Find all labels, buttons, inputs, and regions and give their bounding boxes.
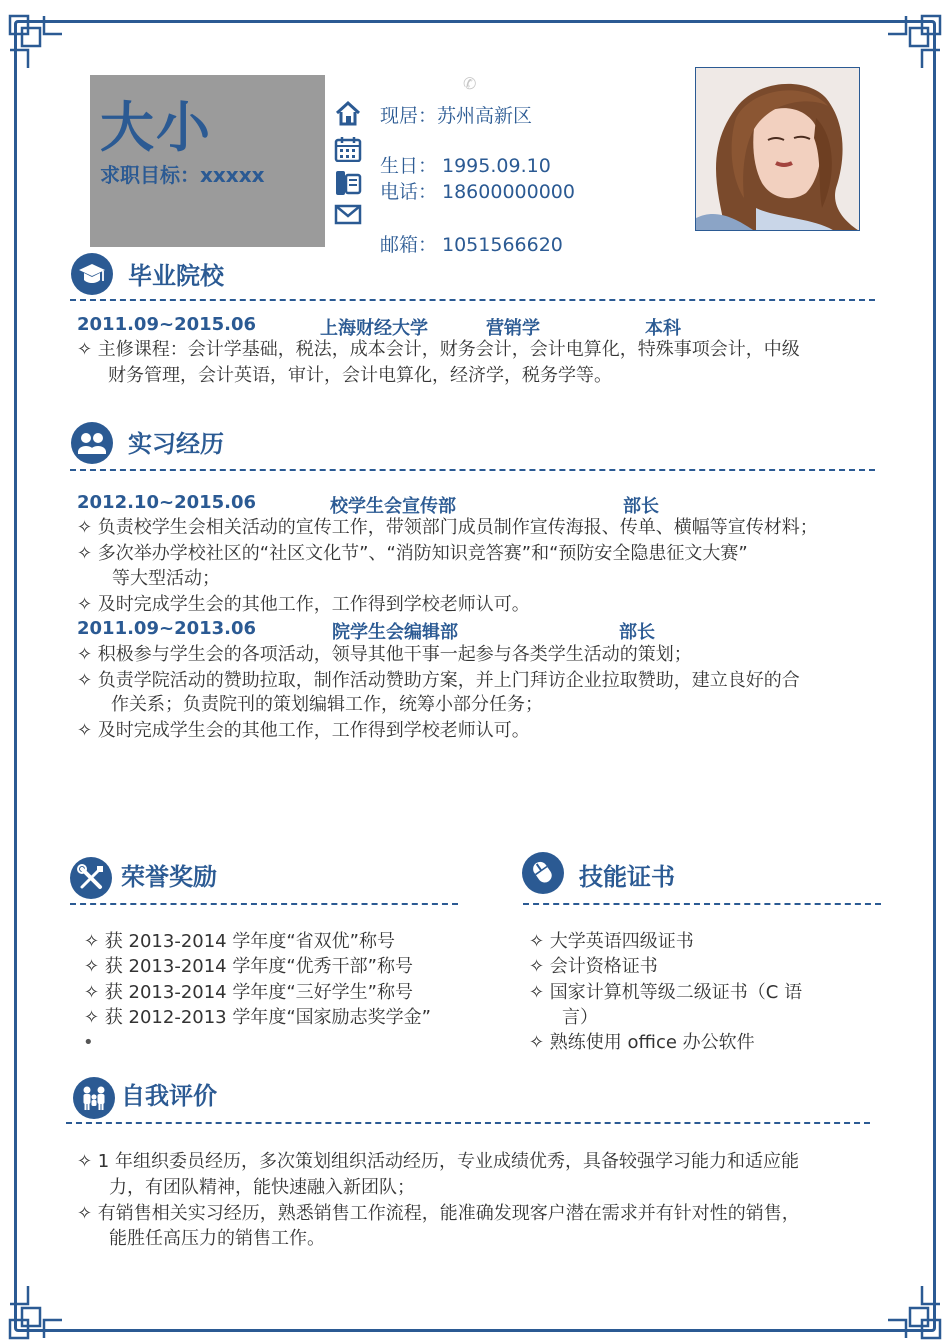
internship-duty-line: ✧ 及时完成学生会的其他工作，工作得到学校老师认可。 <box>77 594 530 615</box>
honor-item: ✧ 获 2013-2014 学年度“优秀干部”称号 <box>84 956 414 977</box>
internship-duty-line: ✧ 负责学院活动的赞助拉取，制作活动赞助方案，并上门拜访企业拉取赞助，建立良好的合 <box>77 670 800 691</box>
skill-item: ✧ 国家计算机等级二级证书（C 语 <box>529 982 803 1003</box>
address-line <box>380 101 532 128</box>
honor-item: ✧ 获 2013-2014 学年度“省双优”称号 <box>84 931 396 952</box>
skill-item: ✧ 大学英语四级证书 <box>529 931 694 952</box>
internship-org: 校学生会宣传部 <box>330 496 456 517</box>
section-divider <box>70 469 875 471</box>
phone-label: 电话： <box>380 181 438 203</box>
internship-role: 部长 <box>623 496 659 517</box>
skill-item: ✧ 会计资格证书 <box>529 956 658 977</box>
email-icon <box>334 202 362 228</box>
honors-title: 荣誉奖励 <box>121 863 217 891</box>
graduation-cap-icon <box>71 253 113 295</box>
calendar-icon <box>334 136 362 162</box>
corner-ornament <box>886 1284 942 1340</box>
applicant-name: 大小 <box>100 96 212 159</box>
self-eval-line: 力，有团队精神，能快速融入新团队； <box>109 1177 415 1198</box>
email-value: 1051566620 <box>442 234 563 256</box>
phone-line <box>380 177 575 204</box>
education-period: 2011.09~2015.06 <box>77 314 257 335</box>
education-degree: 本科 <box>645 318 681 339</box>
mouse-icon <box>522 852 564 894</box>
internship-period: 2012.10~2015.06 <box>77 492 257 513</box>
skill-item: 言） <box>562 1007 598 1028</box>
name-block <box>90 75 325 247</box>
self-eval-title: 自我评价 <box>121 1082 217 1110</box>
education-major: 营销学 <box>486 318 540 339</box>
job-target: 求职目标：xxxxx <box>100 163 265 187</box>
birthday-line <box>380 151 551 178</box>
corner-ornament <box>8 1284 64 1340</box>
honor-item: ✧ 获 2012-2013 学年度“国家励志奖学金” <box>84 1007 432 1028</box>
education-title: 毕业院校 <box>128 262 224 290</box>
skills-title: 技能证书 <box>579 863 675 891</box>
tools-icon <box>70 857 112 899</box>
email-line <box>380 230 563 257</box>
address-label: 现居： <box>380 105 438 127</box>
family-icon <box>73 1077 115 1119</box>
internship-duty-line: ✧ 多次举办学校社区的“社区文化节”、“消防知识竞答赛”和“预防安全隐患征文大赛” <box>77 543 748 564</box>
internship-duty-line: 作关系；负责院刊的策划编辑工作，统筹小部分任务； <box>111 694 543 715</box>
self-eval-line: ✧ 有销售相关实习经历，熟悉销售工作流程，能准确发现客户潜在需求并有针对性的销售， <box>77 1203 800 1224</box>
internship-period: 2011.09~2013.06 <box>77 618 257 639</box>
address-value: 苏州高新区 <box>437 105 533 127</box>
honor-item: ✧ 获 2013-2014 学年度“三好学生”称号 <box>84 982 414 1003</box>
phone-icon <box>334 170 362 196</box>
self-eval-line: 能胜任高压力的销售工作。 <box>109 1228 325 1249</box>
education-courses-line: ✧ 主修课程：会计学基础，税法，成本会计，财务会计，会计电算化，特殊事项会计，中级 <box>77 339 800 360</box>
birthday-label: 生日： <box>380 155 438 177</box>
home-icon <box>334 100 362 126</box>
internship-title: 实习经历 <box>128 430 224 458</box>
birthday-value: 1995.09.10 <box>442 155 551 177</box>
section-divider <box>523 903 881 905</box>
phone-mark-icon: ✆ <box>463 74 477 93</box>
internship-duty-line: ✧ 负责校学生会相关活动的宣传工作，带领部门成员制作宣传海报、传单、横幅等宣传材料； <box>77 517 818 538</box>
phone-value: 18600000000 <box>442 181 575 203</box>
profile-photo <box>695 67 860 231</box>
honor-item: • <box>83 1032 94 1053</box>
internship-org: 院学生会编辑部 <box>332 622 458 643</box>
section-divider <box>70 903 458 905</box>
education-school: 上海财经大学 <box>320 318 428 339</box>
section-divider <box>66 1122 870 1124</box>
section-divider <box>70 299 875 301</box>
team-icon <box>71 422 113 464</box>
email-label: 邮箱： <box>380 234 438 256</box>
internship-duty-line: 等大型活动； <box>112 568 220 589</box>
education-courses-line: 财务管理，会计英语，审计，会计电算化，经济学，税务学等。 <box>108 365 612 386</box>
internship-duty-line: ✧ 及时完成学生会的其他工作，工作得到学校老师认可。 <box>77 720 530 741</box>
skill-item: ✧ 熟练使用 office 办公软件 <box>529 1032 755 1053</box>
corner-ornament <box>886 14 942 70</box>
self-eval-line: ✧ 1 年组织委员经历，多次策划组织活动经历，专业成绩优秀，具备较强学习能力和适应能 <box>77 1151 799 1172</box>
internship-role: 部长 <box>619 622 655 643</box>
corner-ornament <box>8 14 64 70</box>
internship-duty-line: ✧ 积极参与学生会的各项活动，领导其他干事一起参与各类学生活动的策划； <box>77 644 692 665</box>
